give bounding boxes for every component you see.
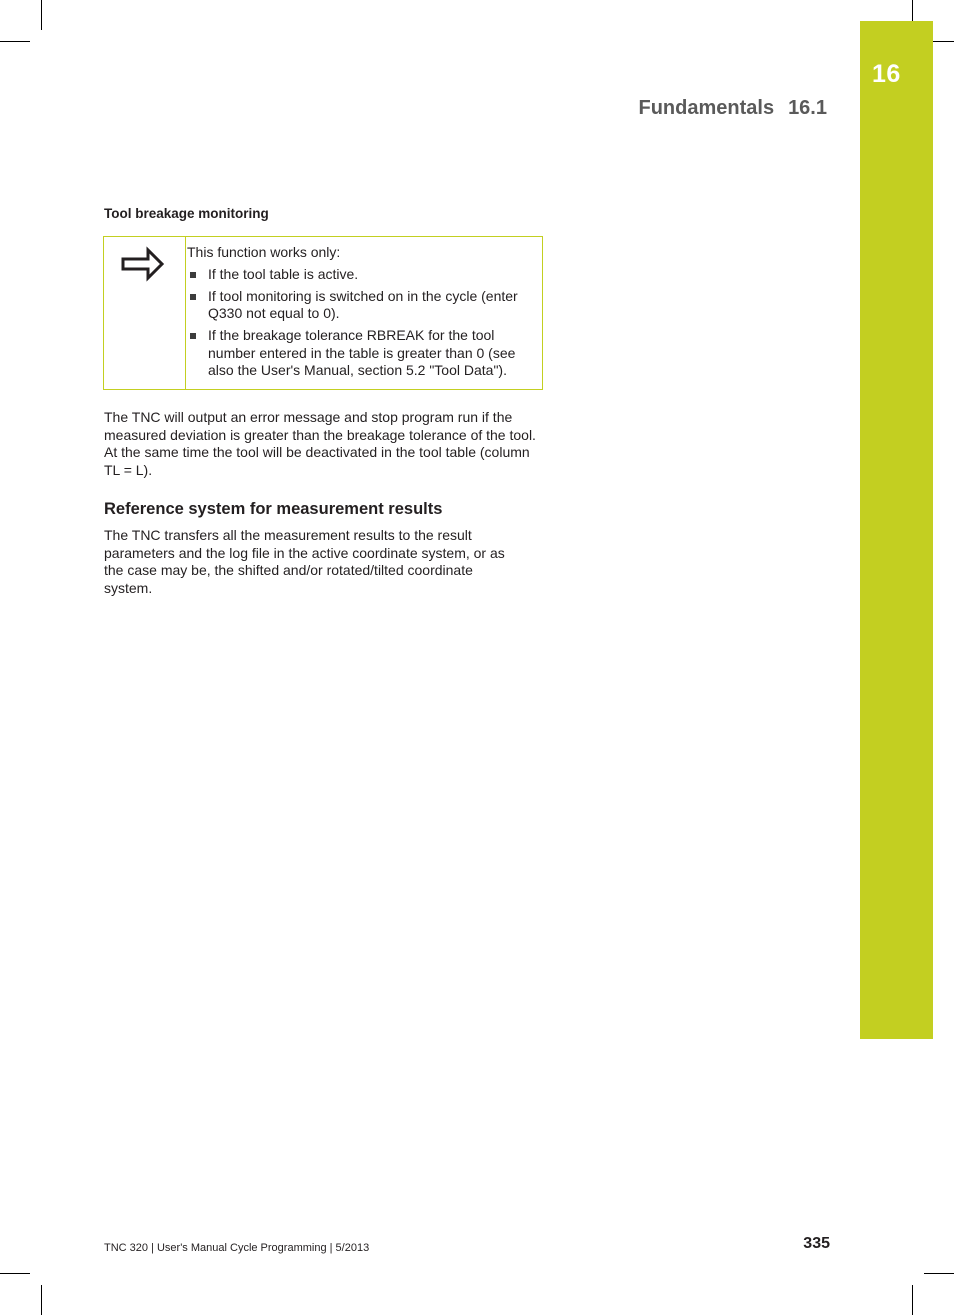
arrow-right-icon: [121, 245, 165, 288]
list-item-text: If the tool table is active.: [208, 265, 359, 282]
chapter-title: Fundamentals: [638, 97, 775, 119]
chapter-tab: [860, 21, 933, 1039]
crop-mark: [0, 41, 30, 42]
note-box: [103, 236, 543, 390]
subheading-tool-breakage: Tool breakage monitoring: [104, 206, 269, 221]
note-list: [187, 266, 537, 380]
crop-mark: [41, 0, 42, 30]
section-number: 16.1: [788, 97, 827, 119]
crop-mark: [912, 1285, 913, 1315]
footer-text: TNC 320 | User's Manual Cycle Programming | 5/2013: [104, 1242, 370, 1254]
running-head: [638, 97, 827, 120]
bullet-square-icon: [190, 272, 196, 278]
list-item: [187, 266, 537, 284]
page-number: 335: [803, 1235, 830, 1252]
list-item: [187, 327, 537, 380]
paragraph-reference-system: The TNC transfers all the measurement results to the result parameters and the log file in the active coordinate system, or as the case may be, the shifted and/or rotated/tilted coordinate system.: [104, 527, 505, 596]
bullet-square-icon: [190, 333, 196, 339]
chapter-number: 16: [872, 60, 901, 88]
crop-mark: [0, 1273, 30, 1274]
list-item: [187, 288, 537, 323]
section-heading-reference-system: Reference system for measurement results: [104, 500, 443, 518]
note-content: [187, 244, 537, 384]
list-item-text: If tool monitoring is switched on in the cycle (enter Q330 not equal to 0).: [208, 287, 518, 321]
note-divider: [185, 237, 186, 389]
note-intro: This function works only:: [187, 244, 341, 260]
crop-mark: [41, 1285, 42, 1315]
paragraph-tool-breakage: The TNC will output an error message and stop program run if the measured deviation is greater than the breakage tolerance of the tool. At the same time the tool will be deactivated in the tool table (column TL = L).: [104, 409, 536, 478]
bullet-square-icon: [190, 294, 196, 300]
list-item-text: If the breakage tolerance RBREAK for the tool number entered in the table is greater than 0 (see also the User's Manual, section 5.2 "Tool Data").: [208, 327, 516, 378]
crop-mark: [924, 1273, 954, 1274]
